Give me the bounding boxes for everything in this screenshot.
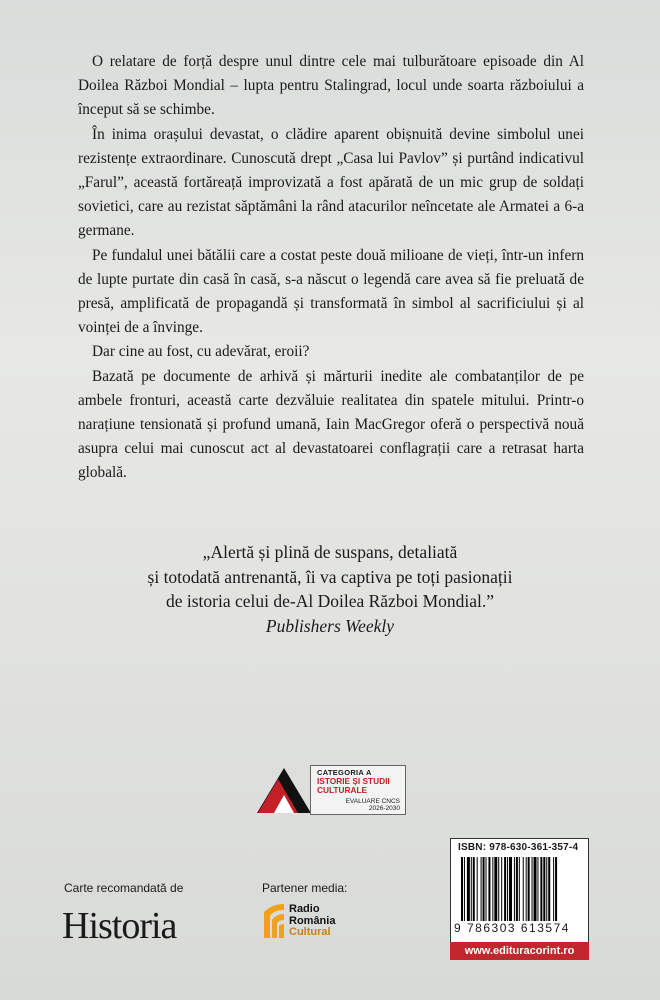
blurb-paragraph: O relatare de forță despre unul dintre cele mai tulburătoare episoade din Al Doilea Război Mondial – lupta pentru Stalingrad, locul unde soarta războiului a început să se schimbe. (78, 53, 584, 119)
radio-line: Radio (289, 903, 320, 915)
quote-line: „Alertă și plină de suspans, detaliată (202, 542, 458, 562)
barcode (461, 857, 579, 921)
cncs-badge (256, 765, 404, 815)
review-quote (110, 540, 550, 638)
cncs-triangle-icon (256, 765, 312, 815)
recommended-label: Carte recomandată de (64, 881, 184, 895)
cncs-category: CATEGORIA A (317, 768, 372, 777)
media-partner-label: Partener media: (262, 881, 348, 895)
blurb-paragraph: Pe fundalul unei bătălii care a costat peste două milioane de vieți, într-un infern de lupte purtate din casă în casă, s-a născut o legendă care avea să fie preluată de presă, amplificată de propagandă și transformată în simbol al sacrificiului și al voinței de a învinge. (78, 246, 584, 337)
quote-line: și totodată antrenantă, îi va captiva pe toți pasionații (147, 566, 513, 587)
radio-romania-cultural-logo (262, 902, 372, 942)
radio-waves-icon (262, 902, 286, 940)
quote-source: Publishers Weekly (265, 615, 395, 636)
isbn-barcode-box (450, 838, 589, 944)
back-cover-blurb (78, 50, 584, 486)
historia-logo: Historia (62, 905, 177, 947)
radio-line: Cultural (289, 926, 331, 938)
publisher-website: www.edituracorint.ro (450, 942, 589, 960)
radio-line: România (289, 914, 336, 927)
cncs-domain: ISTORIE ȘI STUDII CULTURALE (317, 776, 390, 795)
blurb-paragraph: În inima orașului devastat, o clădire aparent obișnuită devine simbolul unei rezistențe extraordinare. Cunoscută drept „Casa lui Pavlov” și purtând indicativul „Farul”, această fortăreață improvizată a fost apărată de un mic grup de soldați sovietici, care au rezistat săptămâni la rând atacurilor neîncetate ale Armatei a 6-a germane. (78, 125, 584, 240)
barcode-digits: 9 786303 613574 (454, 921, 570, 935)
cncs-evaluation: EVALUARE CNCS 2026-2030 (345, 798, 400, 812)
blurb-paragraph: Dar cine au fost, cu adevărat, eroii? (92, 343, 310, 361)
cncs-label-box (310, 765, 406, 815)
blurb-paragraph: Bazată pe documente de arhivă și mărturii inedite ale combatanților de pe ambele fronturi, această carte dezvăluie realitatea din spatele mitului. Printr-o narațiune tensionată și profund umană, Iain MacGregor oferă o perspectivă nouă asupra celui mai cunoscut act al devastatoarei conflagrații care a retrasat harta globală. (78, 367, 584, 482)
quote-line: de istoria celui de-Al Doilea Război Mondial.” (165, 591, 495, 611)
isbn-number: ISBN: 978-630-361-357-4 (458, 842, 579, 853)
